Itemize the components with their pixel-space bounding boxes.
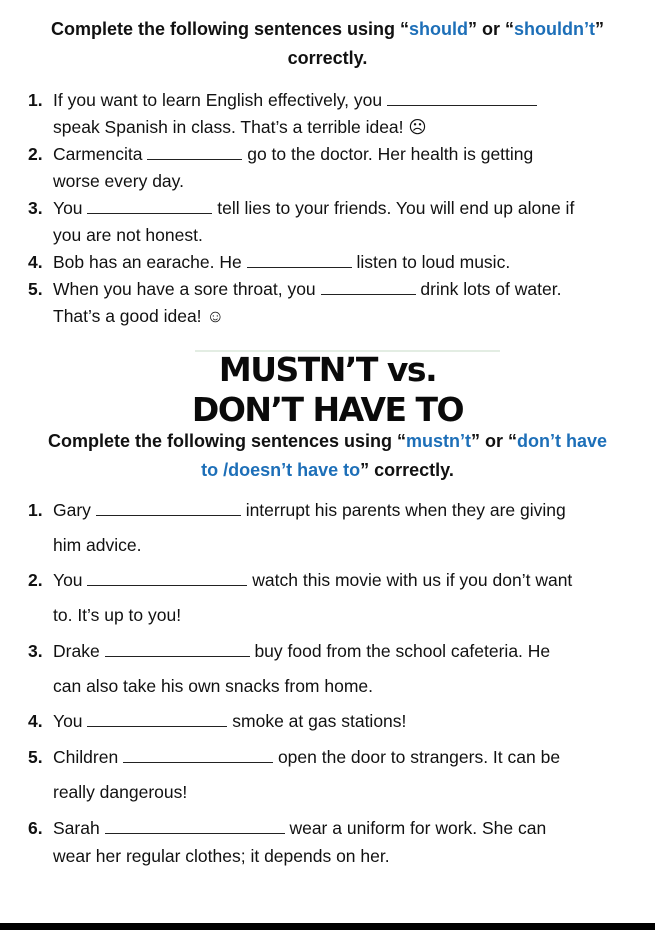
item-number: 6. [28, 818, 43, 838]
keyword-shouldnt: shouldn’t [514, 19, 596, 39]
item-line [53, 708, 406, 735]
item-line-2: can also take his own snacks from home. [53, 676, 374, 696]
item-line [53, 497, 566, 524]
page-title-line-2: DON’T HAVE TO [191, 390, 464, 429]
item-text: drink lots of water. [420, 279, 562, 299]
item-line-2: him advice. [53, 535, 142, 555]
item-text: If you want to learn English effectively, you [53, 90, 383, 110]
item-text: Children [53, 747, 119, 767]
answer-blank[interactable] [96, 497, 241, 516]
item-text: wear a uniform for work. She can [289, 818, 547, 838]
instruction-should [0, 15, 655, 73]
item-number: 3. [28, 198, 43, 218]
item-text: listen to loud music. [356, 252, 511, 272]
keyword-doesnt-have-to: to /doesn’t have to [201, 460, 361, 480]
instruction-text: Complete the following sentences using “ [50, 19, 410, 39]
item-line [53, 815, 546, 842]
item-text: Bob has an earache. He [53, 252, 242, 272]
item-text: You [53, 198, 83, 218]
instruction-text: ” correctly. [360, 460, 454, 480]
item-number: 5. [28, 279, 43, 299]
item-line-2: you are not honest. [53, 225, 203, 245]
item-number: 4. [28, 711, 43, 731]
instruction-line-2: correctly. [287, 48, 368, 68]
item-text: smoke at gas stations! [232, 711, 407, 731]
item-line [53, 567, 572, 594]
item-text: go to the doctor. Her health is getting [247, 144, 534, 164]
keyword-mustnt: mustn’t [406, 431, 471, 451]
instruction-mustnt [0, 427, 655, 485]
instruction-text: ” or “ [468, 19, 515, 39]
item-line [53, 744, 560, 771]
item-line [53, 195, 574, 222]
item-line [53, 249, 510, 276]
instruction-text: ” [595, 19, 605, 39]
answer-blank[interactable] [387, 87, 537, 106]
item-line [53, 87, 537, 114]
answer-blank[interactable] [87, 195, 212, 214]
instruction-line-1 [0, 427, 655, 456]
item-line-2: really dangerous! [53, 782, 188, 802]
item-line-2: worse every day. [53, 171, 184, 191]
item-text: watch this movie with us if you don’t want [252, 570, 573, 590]
keyword-should: should [409, 19, 469, 39]
item-number: 2. [28, 570, 43, 590]
page-title-line-1: MUSTN’T vs. [218, 350, 437, 389]
answer-blank[interactable] [87, 567, 247, 586]
item-text: open the door to strangers. It can be [277, 747, 561, 767]
item-number: 3. [28, 641, 43, 661]
instruction-line-1 [0, 15, 655, 44]
item-line-2: speak Spanish in class. That’s a terrible idea! ☹ [53, 117, 427, 137]
item-text: You [53, 570, 83, 590]
item-number: 5. [28, 747, 43, 767]
item-number: 4. [28, 252, 43, 272]
item-text: Gary [53, 500, 91, 520]
item-text: tell lies to your friends. You will end up alone if [217, 198, 575, 218]
item-text: Sarah [53, 818, 100, 838]
item-text: interrupt his parents when they are giving [245, 500, 566, 520]
item-text: You [53, 711, 83, 731]
bottom-border [0, 923, 655, 930]
item-text: Carmencita [53, 144, 143, 164]
answer-blank[interactable] [87, 708, 227, 727]
item-number: 2. [28, 144, 43, 164]
instruction-text: ” or “ [471, 431, 518, 451]
keyword-dont-have: don’t have [517, 431, 608, 451]
item-number: 1. [28, 500, 43, 520]
answer-blank[interactable] [105, 815, 285, 834]
item-line [53, 638, 550, 665]
answer-blank[interactable] [123, 744, 273, 763]
item-line-2: wear her regular clothes; it depends on her. [53, 846, 390, 866]
instruction-line-2 [0, 456, 655, 485]
answer-blank[interactable] [321, 276, 416, 295]
item-line [53, 276, 561, 303]
item-line-2: to. It’s up to you! [53, 605, 182, 625]
item-text: buy food from the school cafeteria. He [254, 641, 551, 661]
answer-blank[interactable] [247, 249, 352, 268]
item-text: Drake [53, 641, 100, 661]
item-line [53, 141, 533, 168]
item-number: 1. [28, 90, 43, 110]
item-line-2: That’s a good idea! ☺ [53, 306, 225, 326]
instruction-text: Complete the following sentences using “ [47, 431, 406, 451]
answer-blank[interactable] [105, 638, 250, 657]
answer-blank[interactable] [147, 141, 242, 160]
item-text: When you have a sore throat, you [53, 279, 316, 299]
